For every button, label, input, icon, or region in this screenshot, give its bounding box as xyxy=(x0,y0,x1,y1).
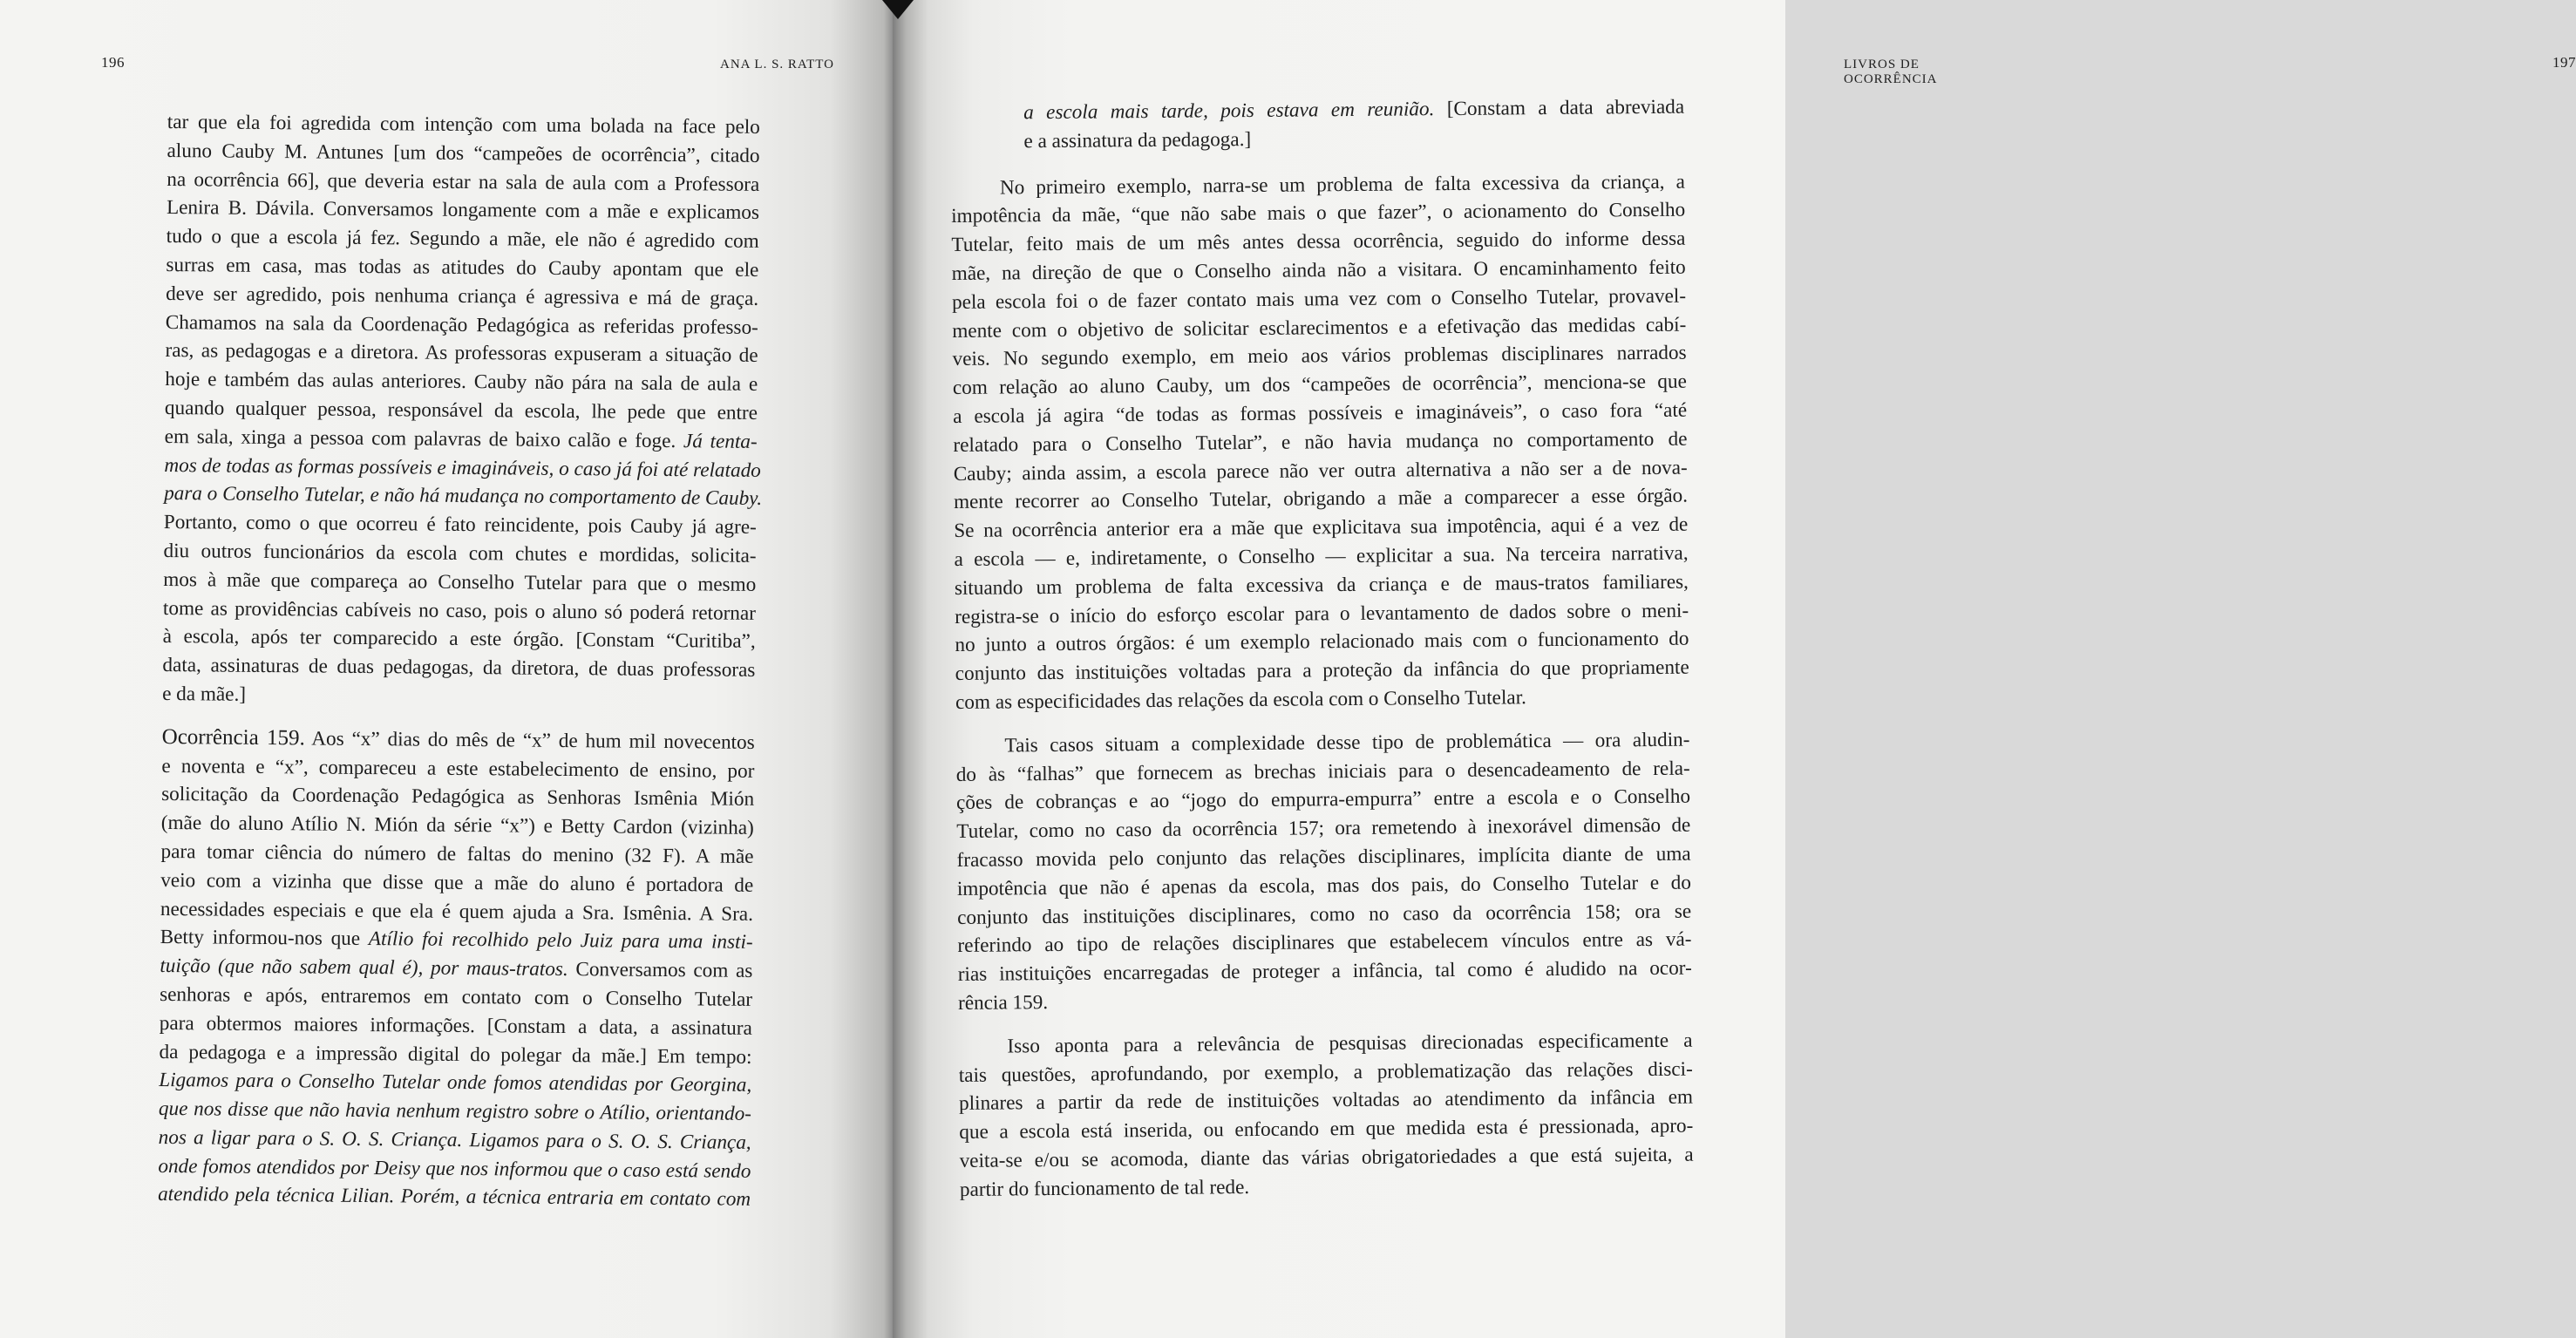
text-line: senhoras e após, entraremos em contato com o Conselho Tutelar xyxy=(160,982,753,1011)
text-line: veio com a vizinha que disse que a mãe do aluno é portadora de xyxy=(160,868,754,897)
italic-line: para o Conselho Tutelar, e não há mudança no comportamento de Cauby. xyxy=(164,482,763,511)
text-line: e da mãe.] xyxy=(162,682,247,706)
text-segment: Aos “x” dias do mês de “x” de hum mil novecentos xyxy=(311,727,755,754)
text-line: veis. No segundo exemplo, em meio aos vários problemas disciplinares narrados xyxy=(952,342,1687,371)
text-line: Lenira B. Dávila. Conversamos longamente com a mãe e explicamos xyxy=(166,196,760,225)
text-line: pela escola foi o de fazer contato mais uma vez com o Conselho Tutelar, provavel- xyxy=(951,284,1687,314)
occurrence-title: Ocorrência 159. xyxy=(161,724,305,751)
text-line: e a assinatura da pedagoga.] xyxy=(1023,127,1252,153)
text-line: à escola, após ter comparecido a este órgão. [Constam “Curitiba”, xyxy=(162,625,756,654)
running-head: ANA L. S. RATTO xyxy=(720,58,834,71)
text-line: Isso aponta para a relevância de pesquisas direcionadas especificamente a xyxy=(1007,1029,1693,1058)
text-segment: em sala, xinga a pessoa com palavras de baixo calão e foge. xyxy=(164,424,676,452)
italic-segment: a escola mais tarde, pois estava em reunião. xyxy=(1023,98,1435,125)
text-line: mos à mãe que compareça ao Conselho Tutelar para que o mesmo xyxy=(163,567,757,596)
text-line: relatado para o Conselho Tutelar”, e não havia mudança no comportamento de xyxy=(953,427,1688,457)
text-line: no junto a outros órgãos: é um exemplo relacionado mais com o funcionamento do xyxy=(955,627,1689,657)
text-line: necessidades especiais e que ela é quem ajuda a Sra. Ismênia. A Sra. xyxy=(160,897,754,926)
text-line: No primeiro exemplo, narra-se um problema de falta excessiva da criança, a xyxy=(999,170,1685,200)
italic-line: onde fomos atendidos por Deisy que nos informou que o caso está sendo xyxy=(158,1154,751,1183)
italic-line: nos a ligar para o S. O. S. Criança. Ligamos para o S. O. S. Criança, xyxy=(158,1125,751,1154)
text-line: tudo o que a escola já fez. Segundo a mãe, ele não é agredido com xyxy=(166,225,759,254)
page-number: 197 xyxy=(2552,54,2576,71)
italic-line: que nos disse que não havia nenhum registro sobre o Atílio, orientando- xyxy=(158,1097,752,1125)
text-line: a escola já agira “de todas as formas possíveis e imagináveis”, o caso fora “até xyxy=(953,398,1688,428)
text-line: rias instituições encarregadas de proteger a infância, tal como é aludido na ocor- xyxy=(957,956,1692,987)
binding-notch xyxy=(882,0,914,19)
text-line: registra-se o início do esforço escolar para o levantamento de dados sobre o meni- xyxy=(955,599,1689,628)
text-line: diu outros funcionários da escola com chutes e mordidas, solicita- xyxy=(163,539,757,567)
text-line: conjunto das instituições voltadas para a proteção da infância do que propriamente xyxy=(955,655,1689,686)
text-line: ções de cobranças e ao “jogo do empurra-empurra” entre a escola e o Conselho xyxy=(955,784,1691,815)
text-line: plinares a partir da rede de instituições voltadas ao atendimento da infância em xyxy=(958,1085,1694,1116)
text-line: deve ser agredido, pois nenhuma criança é agressiva e má de graça. xyxy=(166,282,759,310)
text-line: na ocorrência 66], que deveria estar na sala de aula com a Professora xyxy=(167,167,760,196)
italic-line: mos de todas as formas possíveis e imagináveis, o caso já foi até relatado xyxy=(164,453,761,482)
text-line: conjunto das instituições disciplinares, como no caso da ocorrência 158; ora se xyxy=(957,900,1692,929)
left-body-text xyxy=(158,108,763,1214)
text-line: para tomar ciência do número de faltas do menino (32 F). A mãe xyxy=(160,839,754,868)
text-line: Chamamos na sala da Coordenação Pedagógica as referidas professo- xyxy=(165,310,758,339)
text-line: mente recorrer ao Conselho Tutelar, obrigando a mãe a comparecer a esse órgão. xyxy=(953,484,1689,514)
text-line: Tutelar, feito mais de um mês antes dessa ocorrência, seguido do informe dessa xyxy=(951,227,1686,257)
left-page xyxy=(0,0,893,1338)
text-line: fracasso movida pelo conjunto das relações disciplinares, implícita diante de uma xyxy=(956,842,1691,872)
text-line: do às “falhas” que fornecem as brechas iniciais para o desencadeamento de rela- xyxy=(955,757,1690,786)
text-line: veita-se e/ou se acomoda, diante das várias obrigatoriedades a que está sujeita, a xyxy=(959,1143,1694,1172)
text-line: e noventa e “x”, compareceu a este estabelecimento de ensino, por xyxy=(161,754,755,783)
text-line: para obtermos maiores informações. [Constam a data, a assinatura xyxy=(159,1011,752,1040)
text-line: situando um problema de falta excessiva da criança e de maus-tratos familiares, xyxy=(954,570,1689,600)
text-segment: Conversamos com as xyxy=(575,958,753,983)
text-line: (mãe do aluno Atílio N. Mión da série “x”) e Betty Cardon (vizinha) xyxy=(160,812,754,840)
text-line: quando qualquer pessoa, responsável da escola, lhe pede que entre xyxy=(164,396,758,424)
text-line: impotência da mãe, “que não sabe mais o que fazer”, o acionamento do Conselho xyxy=(951,199,1686,228)
text-line-mixed xyxy=(165,423,758,457)
text-line: com as especificidades das relações da escola com o Conselho Tutelar. xyxy=(955,686,1526,714)
italic-line: Ligamos para o Conselho Tutelar onde fomos atendidas por Georgina, xyxy=(159,1069,752,1097)
text-line: Cauby; ainda assim, a escola parece não ver outra alternativa a não ser a de nova- xyxy=(953,456,1688,486)
text-line: da pedagoga e a impressão digital do polegar da mãe.] Em tempo: xyxy=(159,1040,752,1069)
page-number: 196 xyxy=(101,54,125,71)
text-line: partir do funcionamento de tal rede. xyxy=(959,1175,1250,1201)
italic-segment: Já tenta- xyxy=(683,429,758,453)
text-line: Tutelar, como no caso da ocorrência 157; ora remetendo à inexorável dimensão de xyxy=(956,813,1691,844)
text-line: aluno Cauby M. Antunes [um dos “campeões de ocorrência”, citado xyxy=(167,139,760,167)
italic-segment: tuição (que não sabem qual é), por maus-tratos. xyxy=(160,954,568,981)
occurrence-first-line xyxy=(162,723,755,757)
text-line: tome as providências cabíveis no caso, pois o aluno só poderá retornar xyxy=(162,596,757,625)
text-line: rência 159. xyxy=(957,990,1049,1015)
text-line: que a escola está inserida, ou enfocando em que medida esta é pressionada, apro- xyxy=(959,1114,1694,1144)
text-line: tar que ela foi agredida com intenção com uma bolada na face pelo xyxy=(167,110,760,139)
text-line: surras em casa, mas todas as atitudes do Cauby apontam que ele xyxy=(166,253,759,282)
text-line: mente com o objetivo de solicitar esclarecimentos e a efetivação das medidas cabí- xyxy=(952,313,1687,343)
text-segment: Betty informou-nos que xyxy=(160,926,361,951)
right-body-text xyxy=(950,93,1694,1205)
italic-line: atendido pela técnica Lilian. Porém, a técnica entraria em contato com xyxy=(158,1183,751,1212)
text-line: tais questões, aprofundando, por exemplo, a problematização das relações disci- xyxy=(958,1057,1693,1087)
text-line: referindo ao tipo de relações disciplinares que estabelecem vínculos entre as vá- xyxy=(957,927,1692,958)
text-line: impotência que não é apenas da escola, mas dos pais, do Conselho Tutelar e do xyxy=(956,871,1691,900)
running-head: LIVROS DE OCORRÊNCIA xyxy=(1844,58,1938,86)
text-line: data, assinaturas de duas pedagogas, da diretora, de duas professoras xyxy=(162,654,756,683)
text-line: solicitação da Coordenação Pedagógica as Senhoras Ismênia Mión xyxy=(161,783,755,812)
italic-segment: Atílio foi recolhido pelo Juiz para uma insti- xyxy=(368,927,753,954)
text-line: a escola — e, indiretamente, o Conselho — explicitar a sua. Na terceira narrativa, xyxy=(954,541,1689,571)
text-line: Portanto, como o que ocorreu é fato reincidente, pois Cauby já agre- xyxy=(163,511,757,540)
text-line: Se na ocorrência anterior era a mãe que explicitava sua impotência, aqui é a vez de xyxy=(954,513,1689,543)
text-line: ras, as pedagogas e a diretora. As professoras expuseram a situação de xyxy=(165,339,758,368)
text-line: hoje e também das aulas anteriores. Cauby não pára na sala de aula e xyxy=(165,368,758,397)
text-line: com relação ao aluno Cauby, um dos “campeões de ocorrência”, menciona-se que xyxy=(952,370,1687,400)
text-line: Tais casos situam a complexidade desse tipo de problemática — ora aludin- xyxy=(1004,728,1690,757)
text-line: mãe, na direção de que o Conselho ainda não a visitara. O encaminhamento feito xyxy=(951,255,1686,285)
text-segment: [Constam a data abreviada xyxy=(1446,95,1685,121)
